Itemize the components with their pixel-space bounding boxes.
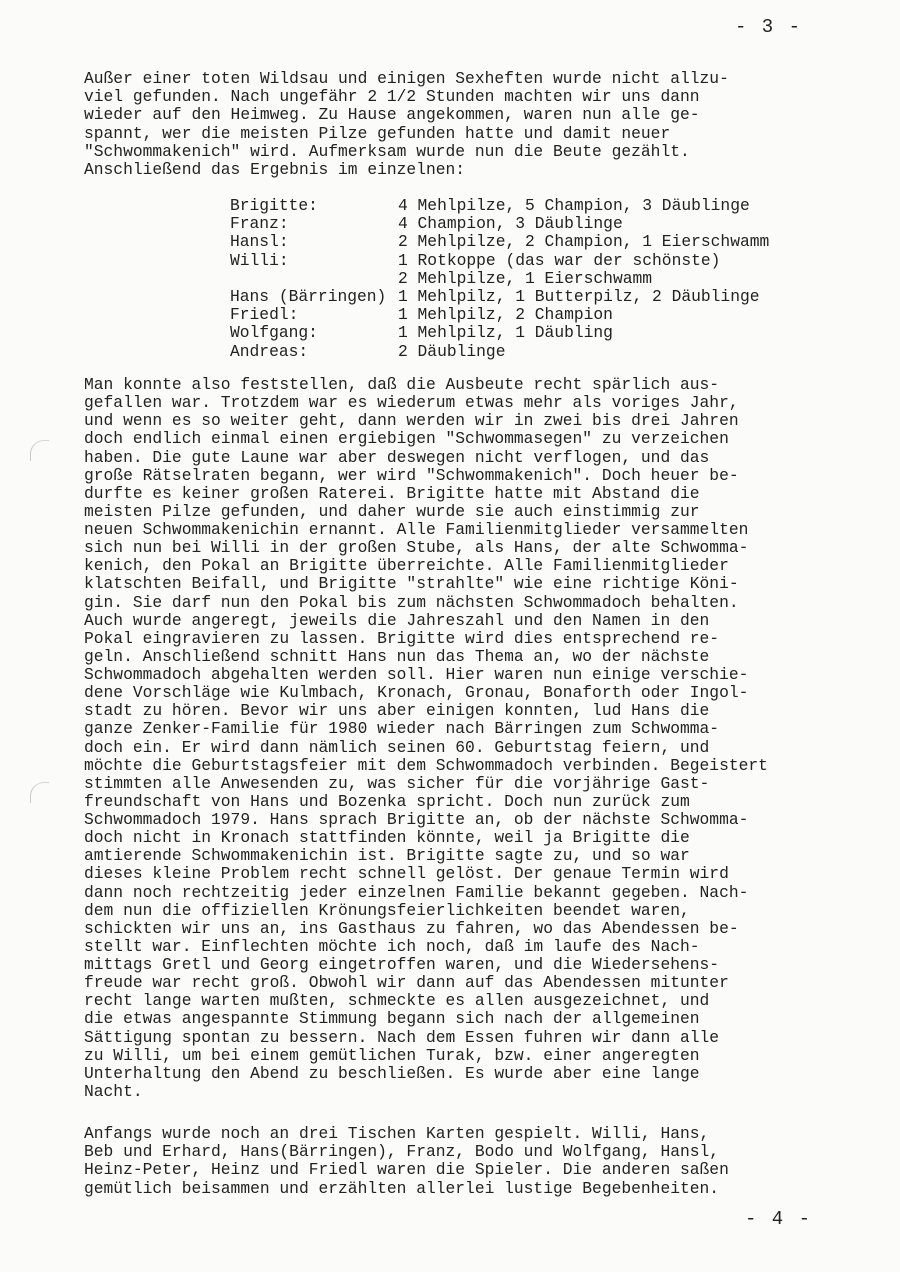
result-person-name: Willi: <box>230 250 289 270</box>
text-line: stimmten alle Anwesenden zu, was sicher für die vorjährige Gast- <box>84 773 710 793</box>
text-line: Anschließend das Ergebnis im einzelnen: <box>84 160 466 180</box>
text-line: recht lange warten mußten, schmeckte es allen ausgezeichnet, und <box>84 991 710 1011</box>
text-line: Außer einer toten Wildsau und einigen Sexheften wurde nicht allzu- <box>84 69 729 88</box>
text-line: stadt zu hören. Bevor wir uns aber einigen konnten, lud Hans die <box>84 701 710 721</box>
result-row <box>230 343 900 361</box>
intro-paragraph <box>84 70 874 179</box>
result-person-name: Wolfgang: <box>230 323 318 343</box>
result-row <box>230 197 900 215</box>
text-line: stellt war. Einflechten möchte ich noch, daß im laufe des Nach- <box>84 936 700 956</box>
text-line: gin. Sie darf nun den Pokal bis zum nächsten Schwommadoch behalten. <box>84 592 739 612</box>
text-line: doch endlich einmal einen ergiebigen "Schwommasegen" zu verzeichen <box>84 429 729 449</box>
page-number-bottom: - 4 - <box>745 1208 813 1230</box>
result-person-name <box>230 270 398 288</box>
result-row <box>230 306 900 324</box>
text-line: Beb und Erhard, Hans(Bärringen), Franz, Bodo und Wolfgang, Hansl, <box>84 1142 720 1162</box>
punch-hole-mark <box>30 440 49 461</box>
text-line: kenich, den Pokal an Brigitte überreichte. Alle Familienmitglieder <box>84 556 729 576</box>
result-mushroom-count: 1 Mehlpilz, 1 Däubling <box>398 323 613 343</box>
text-line: wieder auf den Heimweg. Zu Hause angekommen, waren nun alle ge- <box>84 105 700 125</box>
text-line: schickten wir uns an, ins Gasthaus zu fahren, wo das Abendessen be- <box>84 918 739 938</box>
text-line: ganze Zenker-Familie für 1980 wieder nach Bärringen zum Schwomma- <box>84 719 720 739</box>
text-line: Unterhaltung den Abend zu beschließen. Es wurde aber eine lange <box>84 1063 700 1083</box>
text-line: meisten Pilze gefunden, und daher wurde sie auch einstimmig zur <box>84 501 700 521</box>
result-row <box>230 233 900 251</box>
text-line: haben. Die gute Laune war aber deswegen nicht verflogen, und das <box>84 447 710 467</box>
text-line: "Schwommakenich" wird. Aufmerksam wurde nun die Beute gezählt. <box>84 141 690 161</box>
text-line: sich nun bei Willi in der großen Stube, als Hans, der alte Schwomma- <box>84 538 749 558</box>
text-line: gefallen war. Trotzdem war es wiederum etwas mehr als voriges Jahr, <box>84 393 739 413</box>
text-line: Schwommadoch 1979. Hans sprach Brigitte an, ob der nächste Schwomma- <box>84 810 749 829</box>
punch-hole-mark <box>30 782 49 803</box>
text-line: dene Vorschläge wie Kulmbach, Kronach, Gronau, Bonaforth oder Ingol- <box>84 683 749 703</box>
result-mushroom-count: 2 Däublinge <box>398 341 506 361</box>
main-paragraph <box>84 376 874 1101</box>
text-line: möchte die Geburtstagsfeier mit dem Schwommadoch verbinden. Begeistert <box>84 755 768 775</box>
text-line: dieses kleine Problem recht schnell gelöst. Der genaue Termin wird <box>84 864 729 884</box>
text-line: und wenn es so weiter geht, dann werden wir in zwei bis drei Jahren <box>84 411 739 431</box>
text-line: spannt, wer die meisten Pilze gefunden hatte und damit neuer <box>84 123 671 143</box>
result-mushroom-count: 2 Mehlpilze, 2 Champion, 1 Eierschwamm <box>398 232 770 252</box>
result-person-name: Friedl: <box>230 305 299 325</box>
text-line: Anfangs wurde noch an drei Tischen Karten gespielt. Willi, Hans, <box>84 1124 710 1143</box>
result-row <box>230 252 900 270</box>
result-mushroom-count: 4 Mehlpilze, 5 Champion, 3 Däublinge <box>398 196 750 215</box>
text-line: viel gefunden. Nach ungefähr 2 1/2 Stunden machten wir uns dann <box>84 87 700 107</box>
text-line: zu Willi, um bei einem gemütlichen Turak, bzw. einer angeregten <box>84 1045 700 1065</box>
text-line: Man konnte also feststellen, daß die Ausbeute recht spärlich aus- <box>84 375 720 394</box>
text-line: neuen Schwommakenichin ernannt. Alle Familienmitglieder versammelten <box>84 520 749 539</box>
text-line: geln. Anschließend schnitt Hans nun das Thema an, wo der nächste <box>84 646 710 666</box>
text-line: die etwas angespannte Stimmung begann sich nach der allgemeinen <box>84 1009 700 1029</box>
result-mushroom-count: 4 Champion, 3 Däublinge <box>398 214 623 234</box>
text-line: durfte es keiner großen Raterei. Brigitte hatte mit Abstand die <box>84 483 700 503</box>
text-line: doch ein. Er wird dann nämlich seinen 60. Geburtstag feiern, und <box>84 737 710 757</box>
text-line: klatschten Beifall, und Brigitte "strahlte" wie eine richtige Köni- <box>84 574 739 594</box>
text-line: Heinz-Peter, Heinz und Friedl waren die Spieler. Die anderen saßen <box>84 1160 729 1180</box>
result-mushroom-count: 1 Rotkoppe (das war der schönste) <box>398 250 721 270</box>
result-mushroom-count: 2 Mehlpilze, 1 Eierschwamm <box>398 268 653 288</box>
text-line: gemütlich beisammen und erzählten allerlei lustige Begebenheiten. <box>84 1178 720 1198</box>
text-line: dem nun die offiziellen Krönungsfeierlichkeiten beendet waren, <box>84 900 690 920</box>
result-person-name: Andreas: <box>230 341 309 361</box>
result-row <box>230 324 900 342</box>
text-line: Auch wurde angeregt, jeweils die Jahreszahl und den Namen in den <box>84 610 710 630</box>
result-mushroom-count: 1 Mehlpilz, 2 Champion <box>398 305 613 325</box>
result-mushroom-count: 1 Mehlpilz, 1 Butterpilz, 2 Däublinge <box>398 286 760 306</box>
page-number-top: - 3 - <box>735 16 803 38</box>
text-line: Schwommadoch abgehalten werden soll. Hier waren nun einige verschie- <box>84 665 749 684</box>
closing-paragraph <box>84 1125 874 1198</box>
result-person-name: Hansl: <box>230 232 289 252</box>
text-line: amtierende Schwommakenichin ist. Brigitte sagte zu, und so war <box>84 846 690 866</box>
result-person-name: Brigitte: <box>230 196 318 215</box>
result-person-name: Franz: <box>230 214 289 234</box>
text-line: freundschaft von Hans und Bozenka spricht. Doch nun zurück zum <box>84 791 690 811</box>
text-line: mittags Gretl und Georg eingetroffen waren, und die Wiedersehens- <box>84 955 720 974</box>
text-line: Sättigung spontan zu bessern. Nach dem Essen fuhren wir dann alle <box>84 1027 720 1047</box>
result-person-name: Hans (Bärringen) <box>230 286 387 306</box>
text-line: doch nicht in Kronach stattfinden könnte, weil ja Brigitte die <box>84 828 690 848</box>
mushroom-results-list <box>230 197 900 361</box>
result-row <box>230 288 900 306</box>
result-row <box>230 215 900 233</box>
text-line: Nacht. <box>84 1081 143 1101</box>
text-line: freude war recht groß. Obwohl wir dann auf das Abendessen mitunter <box>84 973 729 993</box>
text-line: Pokal eingravieren zu lassen. Brigitte wird dies entsprechend re- <box>84 628 720 648</box>
text-line: große Rätselraten begann, wer wird "Schwommakenich". Doch heuer be- <box>84 465 739 485</box>
text-line: dann noch rechtzeitig jeder einzelnen Familie bekannt gegeben. Nach- <box>84 882 749 902</box>
result-row <box>230 270 900 288</box>
